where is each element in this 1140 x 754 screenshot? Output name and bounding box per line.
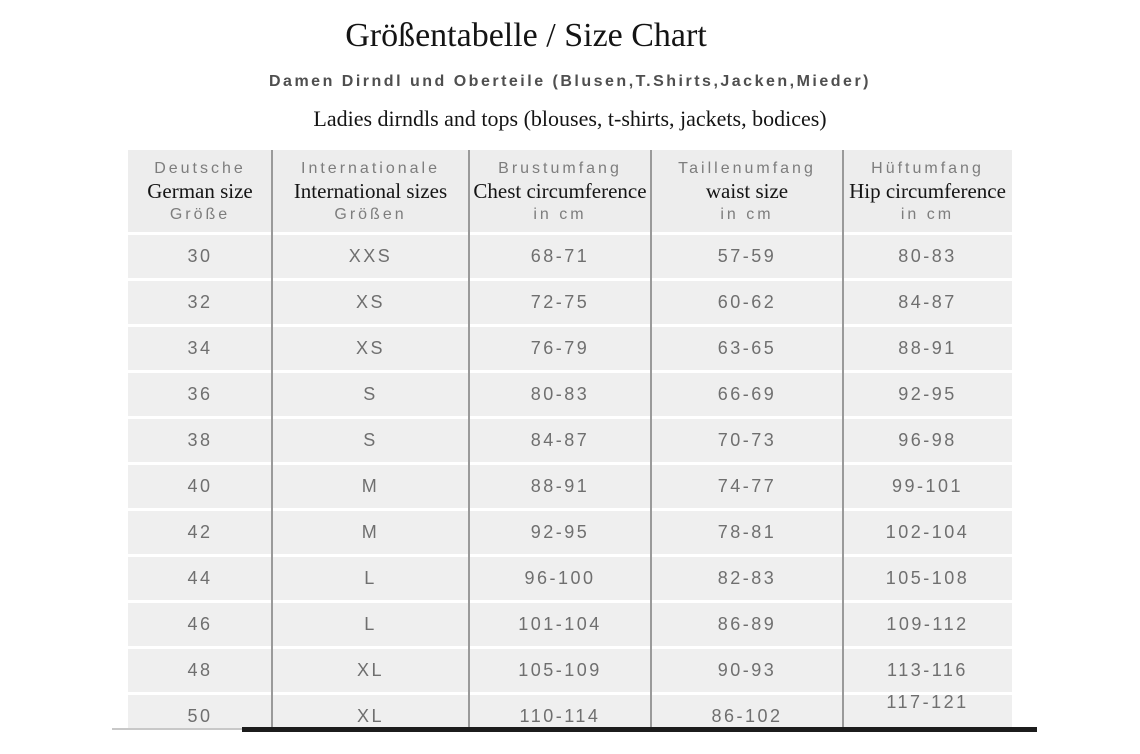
cell-hip-circumference: 109-112 [886, 614, 969, 634]
bottom-rule-thin [112, 728, 243, 730]
cell-international-size: XS [355, 292, 385, 312]
cell-waist-size: 86-102 [711, 706, 783, 726]
table-body [128, 235, 1012, 730]
column-label-unit: in cm [533, 205, 587, 223]
cell-german-size: 40 [187, 476, 213, 496]
cell-hip-circumference: 102-104 [885, 522, 970, 542]
subtitle-english: Ladies dirndls and tops (blouses, t-shirts, jackets, bodices) [313, 106, 827, 131]
table-row [128, 419, 1012, 462]
column-label-english: Hip circumference [849, 178, 1006, 203]
cell-chest-circumference: 110-114 [519, 706, 601, 726]
table-row [128, 692, 1012, 730]
table-row [128, 465, 1012, 508]
cell-german-size: 34 [187, 338, 213, 358]
cell-chest-circumference: 84-87 [530, 430, 590, 450]
cell-german-size: 32 [187, 292, 213, 312]
cell-waist-size: 60-62 [717, 292, 777, 312]
cell-hip-circumference: 88-91 [898, 338, 957, 358]
column-label-english: German size [147, 178, 253, 203]
table-row [128, 235, 1012, 278]
cell-chest-circumference: 101-104 [518, 614, 602, 634]
column-label-german: Deutsche [154, 159, 246, 177]
cell-waist-size: 63-65 [717, 338, 777, 358]
cell-international-size: S [363, 384, 378, 404]
table-row [128, 327, 1012, 370]
cell-german-size: 42 [187, 522, 213, 542]
column-label-german: Brustumfang [498, 159, 622, 177]
cell-international-size: M [361, 476, 380, 496]
cell-chest-circumference: 76-79 [530, 338, 590, 358]
column-label-unit: Größe [169, 205, 231, 223]
cell-international-size: XL [356, 660, 385, 680]
column-label-unit: Größen [334, 205, 407, 223]
column-header [651, 150, 843, 232]
cell-international-size: XXS [348, 246, 393, 266]
cell-german-size: 44 [187, 568, 213, 588]
column-label-german: Hüftumfang [871, 159, 984, 177]
column-header [272, 150, 469, 232]
bottom-rule-thick [242, 727, 1037, 732]
cell-waist-size: 57-59 [717, 246, 777, 266]
cell-german-size: 36 [187, 384, 213, 404]
subtitle-german: Damen Dirndl und Oberteile (Blusen,T.Shirts,Jacken,Mieder) [269, 73, 871, 90]
table-row [128, 557, 1012, 600]
column-divider [650, 150, 652, 730]
cell-german-size: 30 [187, 246, 213, 266]
cell-international-size: L [364, 614, 377, 634]
cell-waist-size: 66-69 [717, 384, 777, 404]
table-row [128, 511, 1012, 554]
column-label-unit: in cm [900, 205, 955, 223]
cell-hip-circumference: 80-83 [898, 246, 957, 266]
cell-chest-circumference: 92-95 [530, 522, 590, 542]
cell-chest-circumference: 72-75 [530, 292, 590, 312]
cell-waist-size: 86-89 [717, 614, 777, 634]
cell-hip-circumference: 96-98 [898, 430, 957, 450]
column-label-german: Taillenumfang [678, 159, 816, 177]
cell-hip-circumference: 113-116 [887, 660, 968, 680]
cell-chest-circumference: 80-83 [530, 384, 590, 404]
cell-german-size: 38 [187, 430, 213, 450]
cell-international-size: XL [356, 706, 385, 726]
cell-international-size: S [363, 430, 378, 450]
column-label-english: Chest circumference [473, 178, 647, 203]
cell-international-size: M [361, 522, 380, 542]
column-divider [842, 150, 844, 730]
cell-waist-size: 70-73 [717, 430, 777, 450]
cell-german-size: 48 [187, 660, 213, 680]
column-header [469, 150, 651, 232]
cell-chest-circumference: 68-71 [530, 246, 590, 266]
column-header [128, 150, 272, 232]
table-row [128, 603, 1012, 646]
table-row [128, 281, 1012, 324]
column-label-german: Internationale [301, 159, 440, 177]
size-table [128, 150, 1012, 730]
column-label-unit: in cm [720, 205, 774, 223]
cell-hip-circumference: 99-101 [891, 476, 964, 496]
column-divider [468, 150, 470, 730]
cell-waist-size: 74-77 [717, 476, 777, 496]
column-label-english: International sizes [293, 178, 448, 203]
cell-international-size: L [364, 568, 377, 588]
cell-chest-circumference: 88-91 [530, 476, 590, 496]
cell-german-size: 50 [187, 706, 213, 726]
cell-german-size: 46 [187, 614, 213, 634]
cell-international-size: XS [355, 338, 385, 358]
cell-hip-circumference: 105-108 [885, 568, 970, 588]
cell-waist-size: 82-83 [717, 568, 777, 588]
cell-waist-size: 90-93 [717, 660, 777, 680]
cell-hip-circumference: 84-87 [898, 292, 957, 312]
column-label-english: waist size [705, 178, 789, 203]
cell-chest-circumference: 105-109 [518, 660, 602, 680]
column-header [843, 150, 1012, 232]
cell-waist-size: 78-81 [717, 522, 777, 542]
cell-hip-circumference: 92-95 [898, 384, 957, 404]
table-header [128, 150, 1012, 232]
cell-hip-circumference: 117-121 [886, 692, 969, 712]
column-divider [271, 150, 273, 730]
table-row [128, 373, 1012, 416]
cell-chest-circumference: 96-100 [524, 568, 596, 588]
page-title: Größentabelle / Size Chart [345, 17, 707, 54]
